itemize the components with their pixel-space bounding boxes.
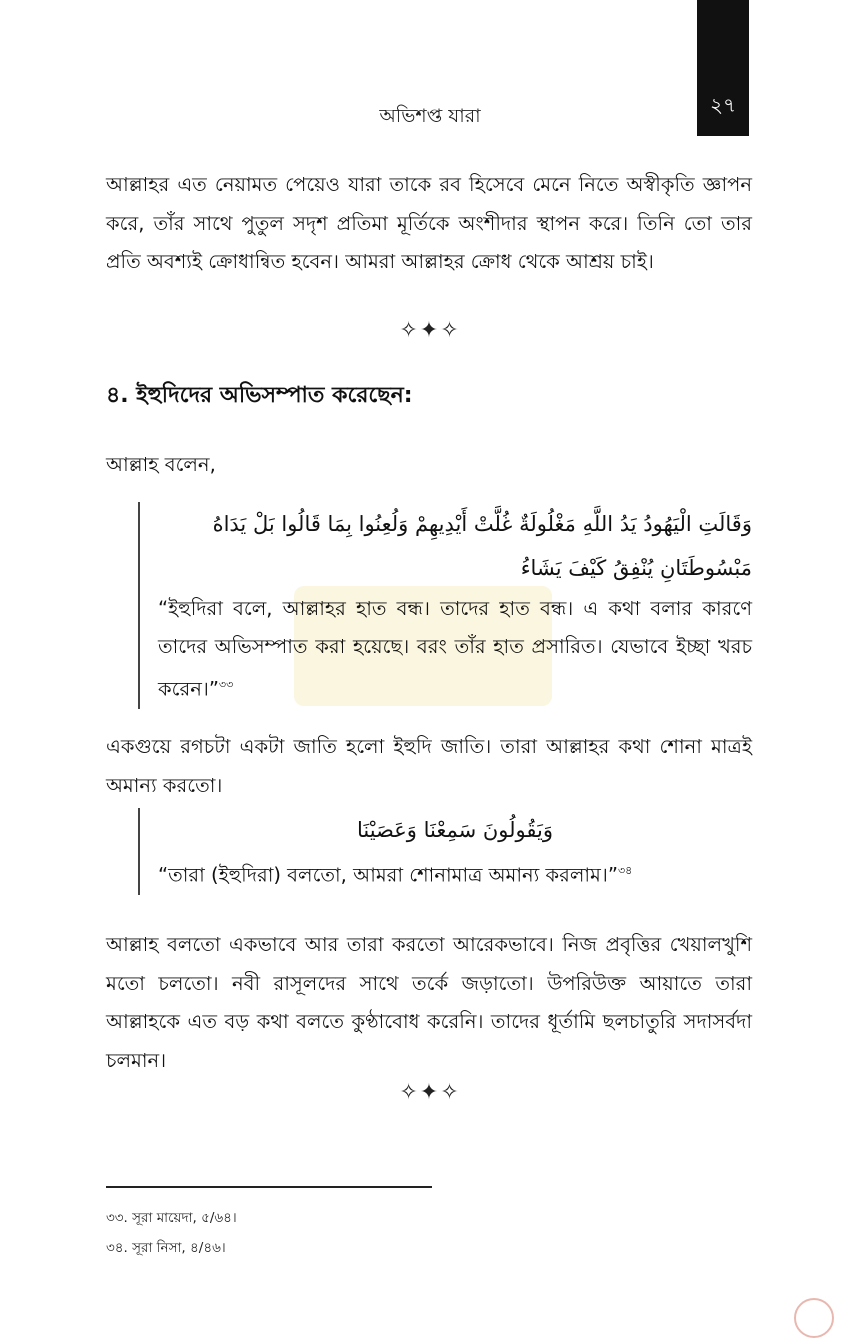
publisher-logo-icon — [794, 1298, 834, 1338]
paragraph-2: একগুয়ে রগচটা একটা জাতি হলো ইহুদি জাতি। তারা আল্লাহর কথা শোনা মাত্রই অমান্য করতো। — [106, 735, 752, 797]
footnote-33: ৩৩. সূরা মায়েদা, ৫/৬৪। — [106, 1210, 237, 1226]
translation-2 — [158, 852, 752, 895]
section-heading: ৪. ইহুদিদের অভিসম্পাত করেছেন: — [106, 383, 413, 408]
page-number-tab — [697, 0, 749, 136]
running-header-title: অভিশপ্ত যারা — [379, 105, 481, 127]
arabic-verse-2: وَيَقُولُونَ سَمِعْنَا وَعَصَيْنَا — [356, 818, 554, 842]
translation-2-text: “তারা (ইহুদিরা) বলতো, আমরা শোনামাত্র অমান্য করলাম।” — [158, 863, 618, 887]
translation-1 — [158, 590, 752, 709]
footnote-ref-34: ৩৪ — [617, 864, 633, 877]
quranic-quote-1 — [138, 502, 752, 709]
paragraph-1: আল্লাহর এত নেয়ামত পেয়েও যারা তাকে রব হিসেবে মেনে নিতে অস্বীকৃতি জ্ঞাপন করে, তাঁর সাথে পুতুল সদৃশ প্রতিমা মূর্তিকে অংশীদার স্থাপন করে। তিনি তো তার প্রতি অবশ্যই ক্রোধান্বিত হবেন। আমরা আল্লাহর ক্রোধ থেকে আশ্রয় চাই। — [106, 173, 752, 273]
quranic-quote-2 — [138, 808, 752, 895]
intro-line: আল্লাহ বলেন, — [106, 453, 216, 476]
translation-1-text: “ইহুদিরা বলে, আল্লাহর হাত বন্ধ। তাদের হাত বন্ধ। এ কথা বলার কারণে তাদের অভিসম্পাত করা হয়েছে। বরং তাঁর হাত প্রসারিত। যেভাবে ইচ্ছা খরচ করেন।” — [158, 597, 752, 701]
footnote-34: ৩৪. সূরা নিসা, ৪/৪৬। — [106, 1240, 226, 1256]
page-number: ২৭ — [709, 93, 736, 117]
footnote-ref-33: ৩৩ — [218, 678, 234, 691]
section-divider-ornament: ✧✦✧ — [399, 318, 461, 343]
paragraph-3: আল্লাহ বলতো একভাবে আর তারা করতো আরেকভাবে। নিজ প্রবৃত্তির খেয়ালখুশি মতো চলতো। নবী রাসূলদের সাথে তর্কে জড়াতো। উপরিউক্ত আয়াতে তারা আল্লাহকে এত বড় কথা বলতে কুণ্ঠাবোধ করেনি। তাদের ধূর্তামি ছলচাতুরি সদাসর্বদা চলমান। — [106, 933, 752, 1072]
arabic-verse-1: وَقَالَتِ الْيَهُودُ يَدُ اللَّهِ مَغْلُولَةٌ غُلَّتْ أَيْدِيهِمْ وَلُعِنُوا بِمَا قَالُوا بَلْ يَدَاهُ مَبْسُوطَتَانِ يُنْفِقُ كَيْفَ يَشَاءُ — [212, 512, 752, 580]
section-divider-ornament-2: ✧✦✧ — [399, 1080, 461, 1105]
footnote-separator — [106, 1186, 432, 1188]
